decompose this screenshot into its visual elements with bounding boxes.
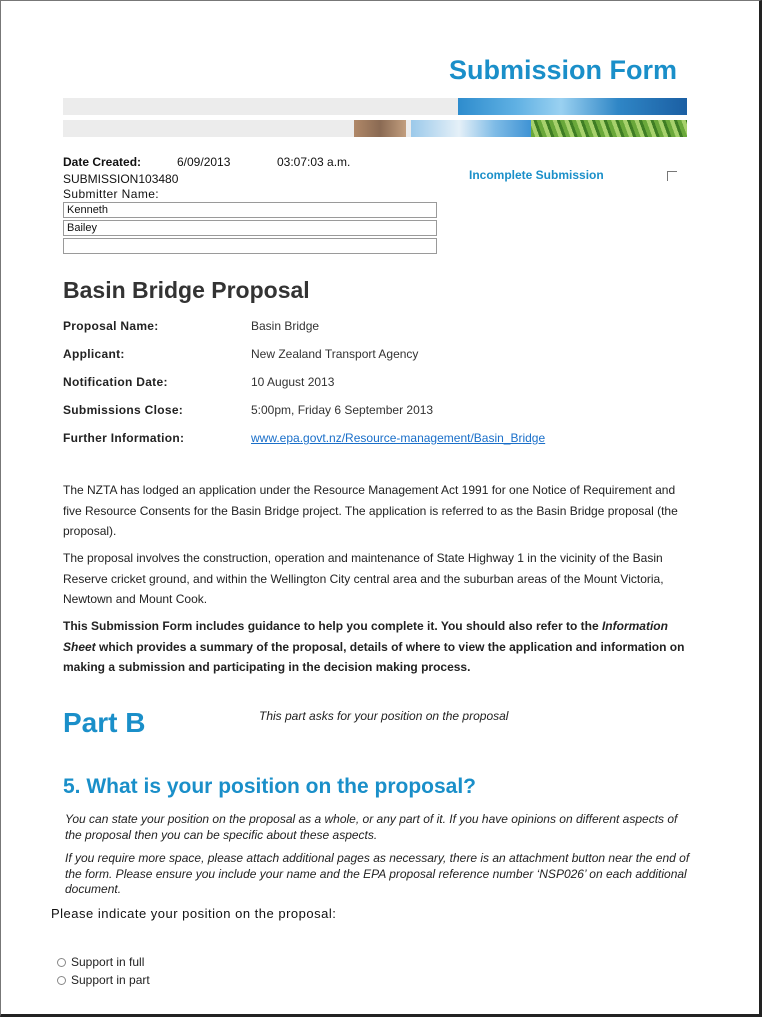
intro-paragraph-3 — [63, 616, 691, 678]
question-guidance-2: If you require more space, please attach additional pages as necessary, there is an attachment button near the end of the form. Please ensure you include your name and the EPA proposal reference number ‘NSP026’ on each additional document. — [65, 851, 690, 896]
submissions-close-value: 5:00pm, Friday 6 September 2013 — [251, 403, 434, 417]
form-title: Submission Form — [448, 55, 677, 85]
date-created-value: 6/09/2013 — [177, 155, 231, 169]
option-label: Support in part — [71, 973, 150, 987]
question-guidance-1: You can state your position on the proposal as a whole, or any part of it. If you have opinions on different aspects of the proposal then you can be specific about these aspects. — [65, 812, 678, 842]
banner-sky-image — [458, 98, 687, 115]
option-support-in-full[interactable] — [57, 955, 144, 969]
banner-grass-image — [531, 120, 687, 137]
part-b-note: This part asks for your position on the proposal — [259, 709, 509, 723]
submitter-first-name-field[interactable]: Kenneth — [63, 202, 437, 218]
applicant-label: Applicant: — [63, 347, 125, 361]
notification-date-value: 10 August 2013 — [251, 375, 335, 389]
date-created-label: Date Created: — [63, 155, 142, 169]
part-b-heading: Part B — [63, 707, 146, 738]
indicate-position-label: Please indicate your position on the proposal: — [51, 906, 337, 921]
information-sheet-ref: Information Sheet — [63, 619, 668, 654]
question-5-heading: 5. What is your position on the proposal? — [63, 775, 477, 798]
radio-button[interactable] — [57, 976, 66, 985]
submitter-extra-field[interactable] — [63, 238, 437, 254]
applicant-value: New Zealand Transport Agency — [251, 347, 419, 361]
proposal-name-value: Basin Bridge — [251, 319, 320, 333]
banner-cloud-image — [411, 120, 531, 137]
notification-date-label: Notification Date: — [63, 375, 168, 389]
submitter-name-label: Submitter Name: — [63, 187, 160, 201]
option-support-in-part[interactable] — [57, 973, 150, 987]
proposal-heading: Basin Bridge Proposal — [63, 277, 310, 303]
further-information-link[interactable]: www.epa.govt.nz/Resource-management/Basin_Bridge — [251, 431, 546, 445]
banner-earth-image — [354, 120, 406, 137]
incomplete-submission-label: Incomplete Submission — [469, 168, 604, 182]
incomplete-submission-checkbox[interactable] — [667, 171, 677, 181]
option-label: Support in full — [71, 955, 145, 969]
guidance-text-b: which provides a summary of the proposal, details of where to view the application and information on making a submission and participating in the decision making process. — [63, 639, 685, 674]
intro-paragraph-2: The proposal involves the construction, operation and maintenance of State Highway 1 in the vicinity of the Basin Reserve cricket ground, and within the Wellington City central area and the suburban areas of the Mount Victoria, Newtown and Mount Cook. — [63, 551, 664, 606]
time-created-value: 03:07:03 a.m. — [277, 155, 351, 169]
guidance-text-a: This Submission Form includes guidance to help you complete it. You should also refer to the — [63, 619, 602, 633]
proposal-name-label: Proposal Name: — [63, 319, 159, 333]
submitter-last-name-field[interactable]: Bailey — [63, 220, 437, 236]
further-information-label: Further Information: — [63, 431, 185, 445]
intro-paragraph-1: The NZTA has lodged an application under the Resource Management Act 1991 for one Notice of Requirement and five Resource Consents for the Basin Bridge project. The application is referred to as the Basin Bridge proposal (the proposal). — [63, 483, 678, 538]
radio-button[interactable] — [57, 958, 66, 967]
submission-id: SUBMISSION103480 — [63, 172, 179, 186]
submissions-close-label: Submissions Close: — [63, 403, 184, 417]
